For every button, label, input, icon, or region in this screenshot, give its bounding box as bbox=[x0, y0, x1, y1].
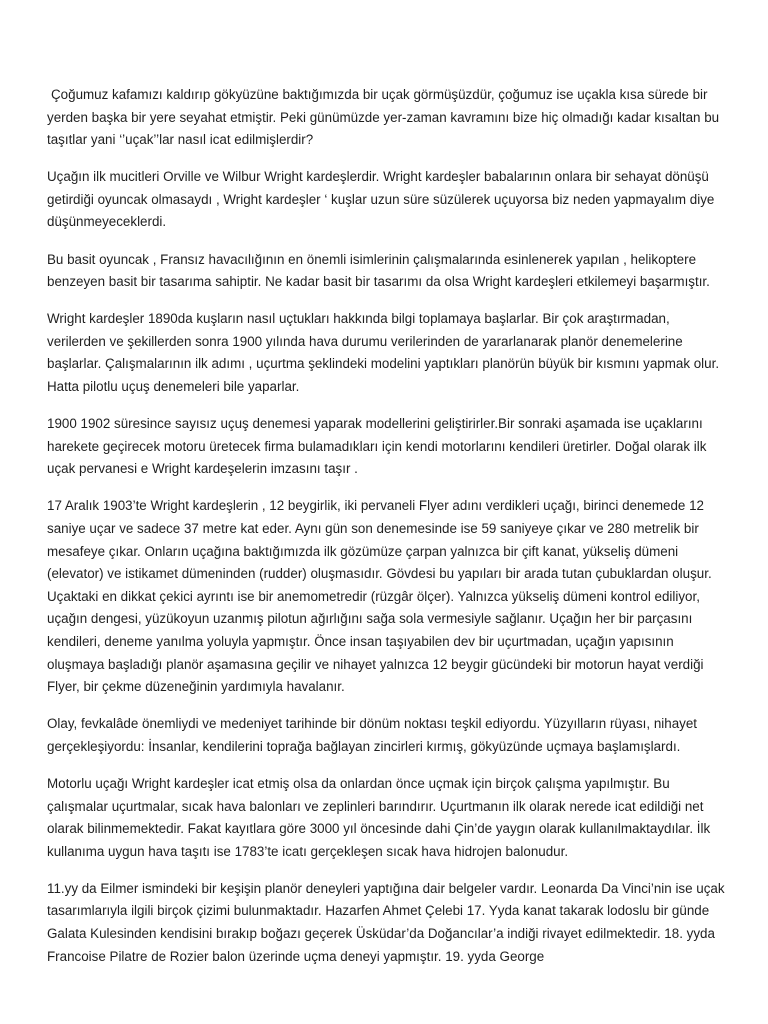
paragraph-intro: Çoğumuz kafamızı kaldırıp gökyüzüne baktığımızda bir uçak görmüşüzdür, çoğumuz ise uçakla kısa sürede bir yerden başka bir yere seyahat etmiştir. Peki günümüzde yer-zaman kavramını bize hiç olmadığı kadar kısaltan bu taşıtlar yani ‘’uçak’’lar nasıl icat edilmişlerdir? bbox=[47, 87, 720, 148]
paragraph-history: 11.yy da Eilmer ismindeki bir keşişin planör deneyleri yaptığına dair belgeler vardır. Leonarda Da Vinci’nin ise uçak tasarımlarıyla ilgili birçok çizimi bulunmaktadır. Hazarfen Ahmet Çelebi 17. Yyda kanat takarak lodoslu bir günde Galata Kulesinden kendisini bırakıp boğazı geçerek Üsküdar’da Doğancılar’a indiği rivayet edilmektedir. 18. yyda Francoise Pilatre de Rozier balon üzerinde uçma deneyi yapmıştır. 19. yyda George bbox=[47, 880, 725, 964]
paragraph-experiments: 1900 1902 süresince sayısız uçuş denemesi yaparak modellerini geliştirirler.Bir sonraki aşamada ise uçaklarını harekete geçirecek motoru üretecek firma bulamadıkları için kendi motorlarını kendileri üretirler. Doğal olarak ilk uçak pervanesi e Wright kardeşelerin imzasını taşır . bbox=[47, 416, 707, 477]
paragraph-first-flight: 17 Aralık 1903’te Wright kardeşlerin , 12 beygirlik, iki pervaneli Flyer adını verdikleri uçağı, birinci denemede 12 saniye uçar ve sadece 37 metre kat eder. Aynı gün son denemesinde ise 59 saniyeye çıkar ve 280 metrelik bir mesafeye çıkar. Onların uçağına baktığımızda ilk gözümüze çarpan yalnızca bir çift kanat, yükseliş dümeni (elevator) ve istikamet dümeninden (rudder) oluşmasıdır. Gövdesi bu yapıları bir arada tutan çubuklardan oluşur. Uçaktaki en dikkat çekici ayrıntı ise bir anemometredir (rüzgâr ölçer). Yalnızca yükseliş dümeni kontrol ediliyor, uçağın dengesi, yüzükoyun uzanmış pilotun ağırlığını sağa sola vermesiyle sağlanır. Uçağın her bir parçasını kendileri, deneme yanılma yoluyla yapmıştır. Önce insan taşıyabilen dev bir uçurtmadan, uçağın yapısının oluşmaya başladığı planör aşamasına geçilir ve nihayet yalnızca 12 beygir gücündeki bir motorun hayat verdiği Flyer, bir çekme düzeneğinin yardımıyla havalanır. bbox=[47, 498, 712, 695]
paragraph-prior-work: Motorlu uçağı Wright kardeşler icat etmiş olsa da onlardan önce uçmak için birçok çalışma yapılmıştır. Bu çalışmalar uçurtmalar, sıcak hava balonları ve zeplinleri barındırır. Uçurtmanın ilk olarak nerede icat edildiği net olarak bilinmemektedir. Fakat kayıtlara göre 3000 yıl öncesinde dahi Çin’de yaygın olarak kullanılmaktaydılar. İlk kullanıma uygun hava taşıtı ise 1783’te icatı gerçekleşen sıcak hava hidrojen balonudur. bbox=[47, 775, 711, 859]
paragraph-significance: Olay, fevkalâde önemliydi ve medeniyet tarihinde bir dönüm noktası teşkil ediyordu. Yüzyılların rüyası, nihayet gerçekleşiyordu: İnsanlar, kendilerini toprağa bağlayan zincirleri kırmış, gökyüzünde uçmaya başlamışlardı. bbox=[47, 716, 698, 754]
paragraph-inventors: Uçağın ilk mucitleri Orville ve Wilbur Wright kardeşlerdir. Wright kardeşler babalarının onlara bir sehayat dönüşü getirdiği oyuncak olmasaydı , Wright kardeşler ‘ kuşlar uzun süre süzülerek uçuyorsa biz neden yapmayalım diye düşünmeyeceklerdi. bbox=[47, 169, 715, 230]
paragraph-toy: Bu basit oyuncak , Fransız havacılığının en önemli isimlerinin çalışmalarında esinlenerek yapılan , helikoptere benzeyen basit bir tasarıma sahiptir. Ne kadar basit bir tasarımı da olsa Wright kardeşleri etkilemeyi başarmıştır. bbox=[47, 251, 710, 290]
paragraph-research: Wright kardeşler 1890da kuşların nasıl uçtukları hakkında bilgi toplamaya başlarlar. Bir çok araştırmadan, verilerden ve şekillerden sonra 1900 yılında hava durumu verilerinden de yararlanarak planör denemelerine başlarlar. Çalışmalarının ilk adımı , uçurtma şeklindeki modelini yaptıkları planörün büyük bir kısmını yapmak olur. Hatta pilotlu uçuş denemeleri bile yaparlar. bbox=[47, 311, 720, 395]
document-body bbox=[47, 84, 727, 983]
